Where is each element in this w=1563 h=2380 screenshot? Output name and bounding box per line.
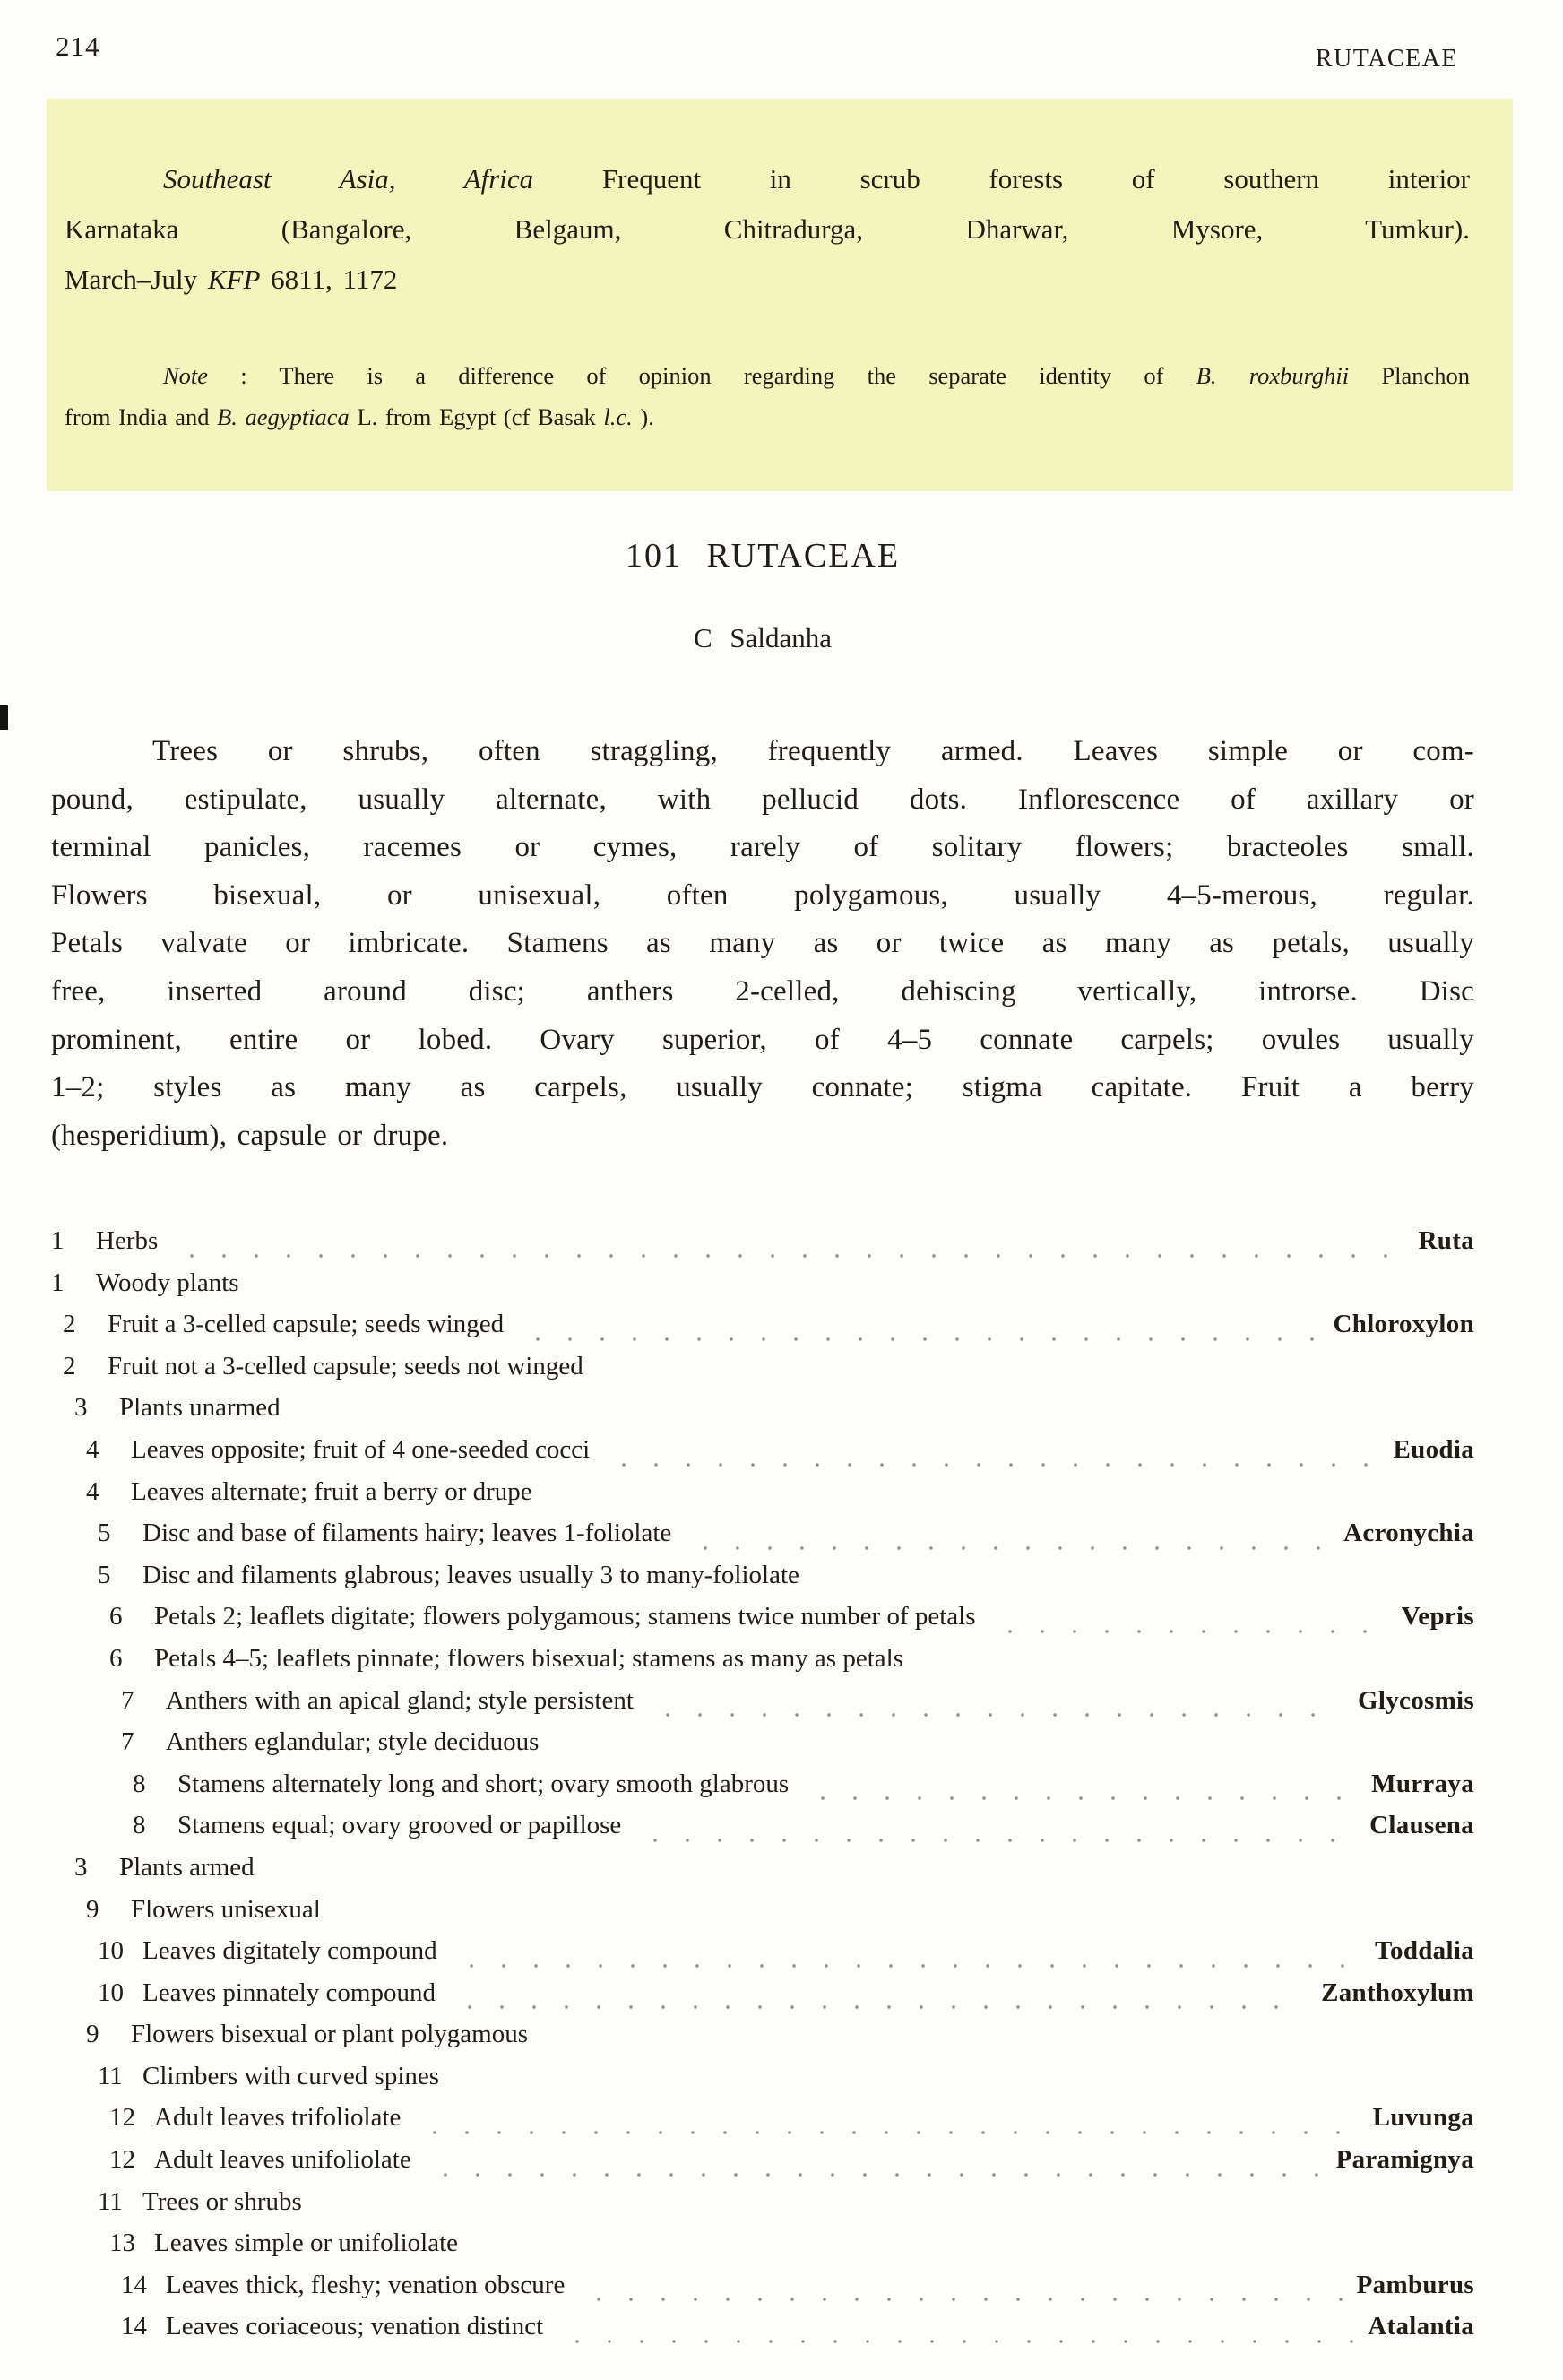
key-lead-text: Adult leaves trifoliolate	[154, 2103, 402, 2133]
description-line	[51, 872, 1474, 921]
key-row	[51, 1853, 1474, 1895]
key-couplet-number: 3	[74, 1393, 88, 1423]
description-line	[51, 968, 1474, 1017]
genus-name: Clausena	[1369, 1811, 1474, 1840]
italic-text: KFP	[207, 264, 261, 295]
genus-name: Pamburus	[1356, 2270, 1474, 2299]
text-run: (hesperidium), capsule or drupe.	[51, 1119, 449, 1152]
key-row	[51, 1435, 1474, 1477]
key-lead-text: Leaves pinnately compound	[142, 1978, 436, 2007]
dotted-leader	[429, 2170, 1322, 2179]
key-lead-text: Climbers with curved spines	[142, 2061, 440, 2090]
key-couplet-number: 8	[133, 1811, 146, 1840]
key-row	[51, 1686, 1474, 1728]
genus-name: Toddalia	[1375, 1936, 1474, 1966]
key-row	[51, 1393, 1474, 1435]
key-row	[51, 2020, 1474, 2062]
key-row	[51, 2187, 1474, 2229]
genus-name: Murraya	[1371, 1769, 1474, 1798]
distribution-paragraph	[65, 154, 1470, 305]
key-lead-text: Trees or shrubs	[142, 2186, 302, 2216]
text-run: Karnataka (Bangalore, Belgaum, Chitradurga, Dharwar, Mysore, Tumkur).	[65, 213, 1470, 245]
key-lead-text: Woody plants	[96, 1268, 239, 1297]
key-couplet-number: 5	[98, 1519, 111, 1548]
dotted-leader	[561, 2337, 1353, 2346]
italic-text: B. aegyptiaca	[217, 403, 350, 430]
text-run: Trees or shrubs, often straggling, frequently armed. Leaves simple or com-	[152, 735, 1474, 767]
key-couplet-number: 5	[98, 1560, 111, 1589]
note-paragraph	[65, 355, 1470, 437]
text-run: 6811, 1172	[260, 264, 398, 295]
note-line	[65, 396, 1470, 437]
key-row	[51, 1770, 1474, 1812]
dotted-leader	[583, 2295, 1342, 2304]
dotted-leader	[639, 1836, 1355, 1845]
text-run: 1–2; styles as many as carpels, usually connate; stigma capitate. Fruit a berry	[51, 1071, 1474, 1104]
description-line	[51, 1017, 1474, 1065]
dotted-leader	[652, 1710, 1343, 1719]
key-couplet-number: 6	[109, 1643, 123, 1673]
key-row	[51, 1936, 1474, 1978]
key-row	[51, 1895, 1474, 1937]
text-run: L. from Egypt (cf Basak	[349, 403, 604, 430]
dotted-leader	[522, 1335, 1318, 1344]
genus-name: Ruta	[1418, 1226, 1474, 1255]
key-row	[51, 2312, 1474, 2354]
key-lead-text: Leaves alternate; fruit a berry or drupe	[131, 1476, 532, 1506]
key-row	[51, 2271, 1474, 2313]
key-couplet-number: 3	[74, 1852, 88, 1882]
key-lead-text: Stamens equal; ovary grooved or papillose	[177, 1811, 622, 1840]
dotted-leader	[176, 1251, 1403, 1260]
page-number: 214	[56, 30, 100, 62]
key-lead-text: Disc and base of filaments hairy; leaves 1-foliolate	[142, 1519, 672, 1548]
key-lead-text: Leaves digitately compound	[142, 1936, 437, 1966]
key-couplet-number: 4	[86, 1434, 99, 1464]
key-row	[51, 2103, 1474, 2145]
key-couplet-number: 11	[98, 2186, 123, 2216]
key-lead-text: Petals 2; leaflets digitate; flowers polygamous; stamens twice number of petals	[154, 1602, 976, 1631]
key-row	[51, 2062, 1474, 2104]
key-lead-text: Adult leaves unifoliolate	[154, 2145, 411, 2175]
dotted-leader	[419, 2128, 1358, 2137]
description-line	[51, 1064, 1474, 1112]
key-row	[51, 2229, 1474, 2271]
dotted-leader	[807, 1794, 1357, 1803]
distribution-line	[65, 204, 1470, 255]
dotted-leader	[689, 1544, 1329, 1553]
key-couplet-number: 7	[121, 1727, 134, 1757]
note-line	[65, 355, 1470, 396]
family-description-paragraph	[51, 728, 1474, 1160]
text-run: terminal panicles, racemes or cymes, rarely of solitary flowers; bracteoles small.	[51, 831, 1474, 864]
key-row	[51, 1978, 1474, 2021]
key-couplet-number: 13	[109, 2229, 135, 2258]
key-couplet-number: 10	[98, 1978, 124, 2007]
dotted-leader	[608, 1460, 1378, 1469]
text-run: Planchon	[1349, 362, 1470, 389]
key-row	[51, 1268, 1474, 1311]
key-lead-text: Leaves coriaceous; venation distinct	[166, 2312, 544, 2341]
key-lead-text: Leaves opposite; fruit of 4 one-seeded cocci	[131, 1434, 591, 1464]
key-lead-text: Stamens alternately long and short; ovary smooth glabrous	[177, 1769, 790, 1798]
genus-name: Euodia	[1393, 1434, 1474, 1464]
dichotomous-key	[51, 1226, 1474, 2354]
description-line	[51, 728, 1474, 776]
key-row	[51, 1226, 1474, 1268]
key-lead-text: Fruit not a 3-celled capsule; seeds not winged	[108, 1351, 583, 1380]
key-couplet-number: 8	[133, 1769, 146, 1798]
key-row	[51, 1310, 1474, 1352]
key-couplet-number: 4	[86, 1476, 99, 1506]
dotted-leader	[453, 2003, 1307, 2012]
italic-text: Note	[163, 362, 209, 389]
distribution-line	[65, 255, 1470, 305]
description-line	[51, 1112, 1474, 1161]
key-lead-text: Plants unarmed	[119, 1393, 281, 1423]
key-couplet-number: 2	[63, 1310, 76, 1339]
text-run: free, inserted around disc; anthers 2-celled, dehiscing vertically, introrse. Disc	[51, 974, 1474, 1008]
genus-name: Atalantia	[1368, 2312, 1474, 2341]
section-heading-block	[51, 536, 1474, 654]
running-header: RUTACEAE	[1315, 45, 1458, 73]
key-row	[51, 1477, 1474, 1519]
key-lead-text: Leaves simple or unifoliolate	[154, 2229, 459, 2258]
dotted-leader	[994, 1627, 1387, 1636]
text-run: ).	[632, 403, 654, 430]
text-run: March–July	[65, 264, 208, 295]
key-row	[51, 2145, 1474, 2187]
key-lead-text: Anthers with an apical gland; style persistent	[166, 1685, 634, 1715]
dotted-leader	[455, 1961, 1360, 1970]
text-run: Petals valvate or imbricate. Stamens as many as or twice as many as petals, usually	[51, 927, 1474, 960]
italic-text: l.c.	[603, 403, 633, 430]
key-row	[51, 1644, 1474, 1686]
genus-name: Glycosmis	[1358, 1685, 1474, 1715]
key-couplet-number: 14	[121, 2270, 147, 2299]
key-lead-text: Petals 4–5; leaflets pinnate; flowers bisexual; stamens as many as petals	[154, 1643, 903, 1673]
scan-artifact	[0, 705, 8, 730]
key-lead-text: Flowers unisexual	[131, 1894, 321, 1924]
key-couplet-number: 12	[109, 2145, 135, 2175]
italic-text: B. roxburghii	[1196, 362, 1350, 389]
key-couplet-number: 11	[98, 2061, 123, 2090]
key-lead-text: Plants armed	[119, 1852, 255, 1882]
text-run: prominent, entire or lobed. Ovary superior, of 4–5 connate carpels; ovules usually	[51, 1023, 1474, 1056]
distribution-line	[65, 154, 1470, 204]
key-row	[51, 1352, 1474, 1394]
key-lead-text: Fruit a 3-celled capsule; seeds winged	[108, 1310, 505, 1339]
key-couplet-number: 12	[109, 2103, 135, 2133]
text-run: pound, estipulate, usually alternate, with pellucid dots. Inflorescence of axillary or	[51, 783, 1474, 816]
key-lead-text: Flowers bisexual or plant polygamous	[131, 2020, 529, 2049]
description-line	[51, 824, 1474, 872]
genus-name: Chloroxylon	[1333, 1310, 1474, 1339]
key-lead-text: Leaves thick, fleshy; venation obscure	[166, 2270, 566, 2299]
genus-name: Zanthoxylum	[1321, 1978, 1474, 2007]
genus-name: Acronychia	[1343, 1519, 1474, 1548]
family-heading: 101 RUTACEAE	[625, 537, 901, 575]
key-row	[51, 1519, 1474, 1561]
key-couplet-number: 14	[121, 2312, 147, 2341]
text-run: from India and	[65, 403, 218, 430]
key-row	[51, 1727, 1474, 1770]
key-couplet-number: 2	[63, 1351, 76, 1380]
key-row	[51, 1561, 1474, 1603]
key-couplet-number: 7	[121, 1685, 134, 1715]
genus-name: Luvunga	[1372, 2103, 1474, 2133]
key-row	[51, 1811, 1474, 1853]
key-lead-text: Anthers eglandular; style deciduous	[166, 1727, 540, 1757]
key-lead-text: Herbs	[96, 1226, 159, 1255]
highlighted-excerpt-block	[47, 99, 1513, 491]
family-author: C Saldanha	[693, 622, 833, 653]
key-row	[51, 1602, 1474, 1644]
key-couplet-number: 9	[86, 2020, 99, 2049]
key-couplet-number: 9	[86, 1894, 99, 1924]
text-run: Flowers bisexual, or unisexual, often polygamous, usually 4–5-merous, regular.	[51, 878, 1474, 912]
description-line	[51, 776, 1474, 825]
key-couplet-number: 1	[51, 1268, 65, 1297]
description-line	[51, 920, 1474, 968]
key-couplet-number: 10	[98, 1936, 124, 1966]
key-couplet-number: 6	[109, 1602, 123, 1631]
key-couplet-number: 1	[51, 1226, 65, 1255]
genus-name: Vepris	[1401, 1602, 1474, 1631]
key-lead-text: Disc and filaments glabrous; leaves usually 3 to many-foliolate	[142, 1560, 799, 1589]
italic-text: Southeast Asia, Africa	[163, 163, 534, 195]
text-run: Frequent in scrub forests of southern interior	[533, 163, 1471, 195]
text-run: : There is a difference of opinion regarding the separate identity of	[208, 362, 1196, 389]
genus-name: Paramignya	[1335, 2145, 1474, 2175]
